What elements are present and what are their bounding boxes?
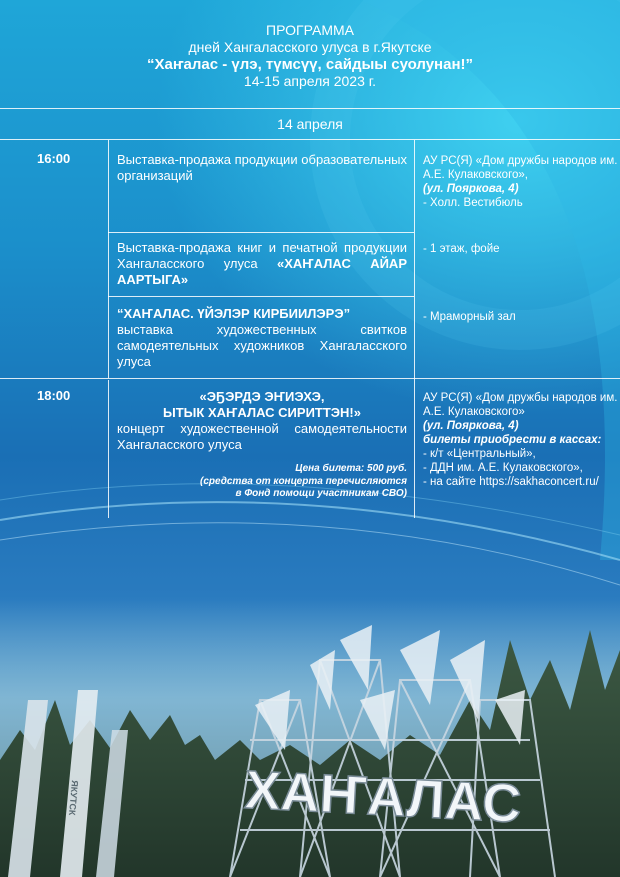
column-divider [108, 380, 109, 518]
ticket-note: в Фонд помощи участникам СВО) [235, 488, 407, 499]
row-divider [108, 296, 414, 297]
location-address: (ул. Пояркова, 4) [423, 420, 519, 432]
ticket-heading: билеты приобрести в кассах: [423, 434, 602, 446]
pillar-text: ЯКУТСК [66, 779, 80, 816]
ticket-price: Цена билета: 500 руб. [295, 463, 407, 474]
location-venue: АУ РС(Я) «Дом дружбы народов им. А.Е. Кулаковского», [423, 155, 618, 181]
location-room: - Холл. Вестибюль [423, 197, 523, 209]
ticket-outlet: - к/т «Центральный», [423, 448, 536, 460]
event-text: Выставка-продажа продукции образовательных организаций [117, 152, 407, 183]
event-title: «ЭҔЭРДЭ ЭҤИЭХЭ, [199, 389, 325, 404]
time-slot: 16:00 [37, 151, 71, 166]
program-dates: 14-15 апреля 2023 г. [243, 73, 377, 89]
ticket-outlet: - ДДН им. А.Е. Кулаковского», [423, 462, 583, 474]
row-divider [0, 378, 620, 379]
event-text: Выставка-продажа книг и печатной продукции Хангаласского улуса [117, 240, 407, 271]
ticket-website[interactable]: - на сайте https://sakhaconcert.ru/ [423, 476, 599, 488]
event-description [117, 306, 407, 370]
event-location [423, 242, 618, 256]
event-title: ЫТЫК ХАҤАЛАС СИРИТТЭН!» [163, 405, 361, 420]
location-room: - Мраморный зал [423, 311, 516, 323]
program-subtitle: дней Хангаласского улуса в г.Якутске [188, 39, 432, 55]
column-divider [414, 140, 415, 518]
event-title: “ХАҤАЛАС. ҮЙЭЛЭР КИРБИИЛЭРЭ” [117, 306, 351, 321]
day-header [0, 108, 620, 140]
ticket-note: (средства от концерта перечисляются [200, 475, 407, 487]
program-title: ПРОГРАММА [266, 22, 354, 38]
location-room: - 1 этаж, фойе [423, 243, 500, 255]
ticket-info [180, 463, 407, 501]
event-text: выставка художественных свитков самодеятельных художников Хангаласского улуса [117, 322, 407, 369]
event-description [117, 152, 407, 184]
event-description [117, 389, 407, 453]
program-header [0, 22, 620, 90]
event-title: «ХАҤАЛАС АЙАР ААРТЫГА» [117, 256, 407, 287]
event-location [423, 391, 618, 489]
event-text: концерт художественной самодеятельности Хангаласского улуса [117, 421, 407, 452]
location-address: (ул. Пояркова, 4) [423, 183, 519, 195]
time-slot: 18:00 [37, 388, 71, 403]
column-divider [108, 140, 109, 378]
day-label: 14 апреля [277, 116, 343, 132]
program-slogan: “Хаҥалас - үлэ, түмсүү, сайдыы суолунан!” [146, 56, 473, 73]
event-location [423, 154, 618, 210]
event-description [117, 240, 407, 288]
row-divider [108, 232, 414, 233]
location-venue: АУ РС(Я) «Дом дружбы народов им. А.Е. Кулаковского» [423, 392, 618, 418]
event-location [423, 310, 618, 324]
monument-sign: ХАҤАЛАС [243, 759, 523, 835]
monument-photo [0, 600, 620, 877]
